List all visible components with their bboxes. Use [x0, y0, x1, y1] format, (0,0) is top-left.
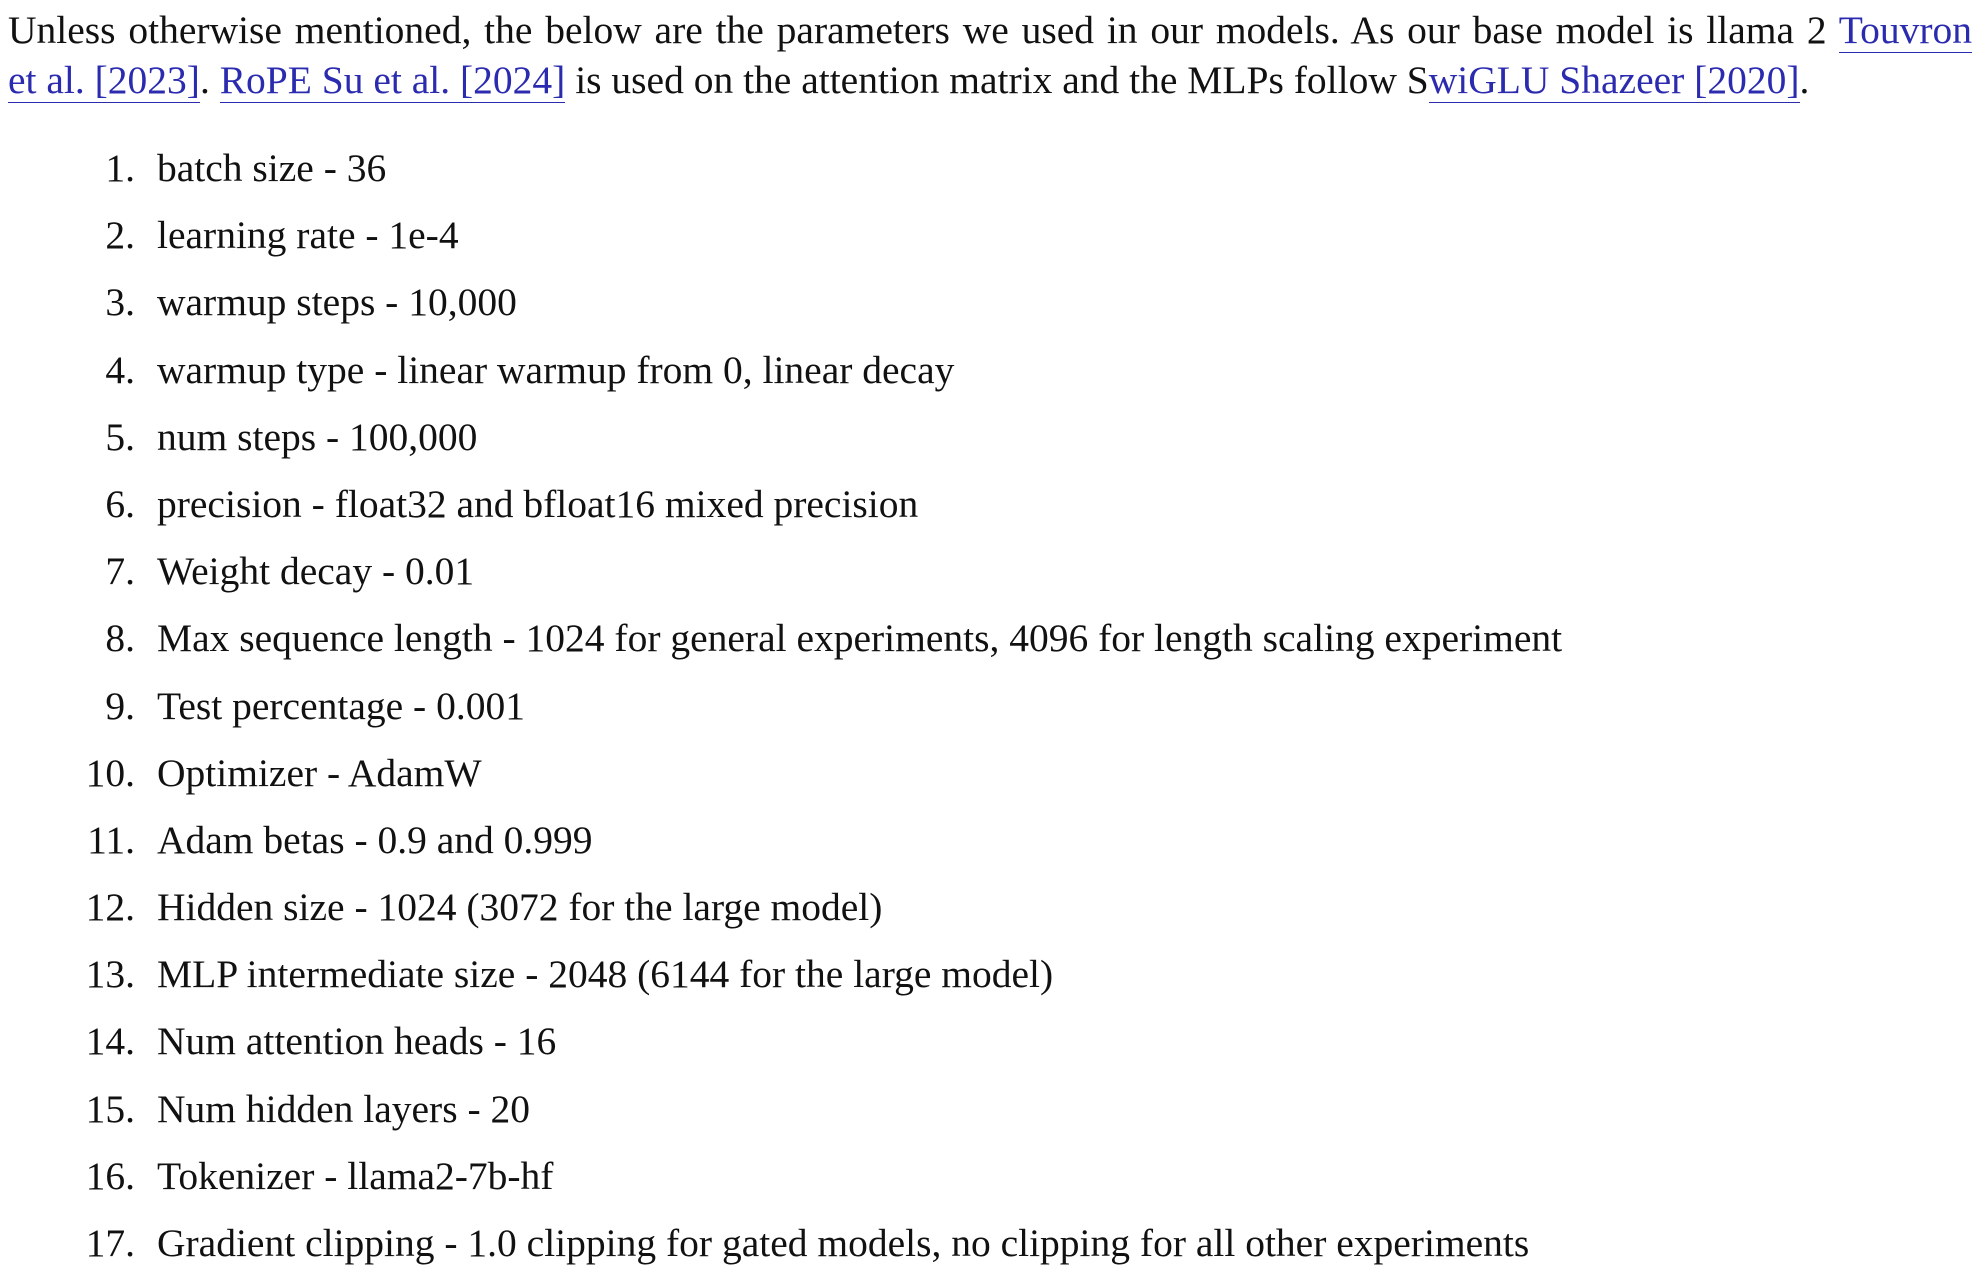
list-item-number: 13.	[85, 952, 135, 997]
list-item-number: 9.	[105, 683, 135, 728]
citation-touvron-2023[interactable]: Touvron	[1838, 8, 1972, 52]
list-item-number: 8.	[105, 616, 135, 661]
list-item-number: 4.	[105, 347, 135, 392]
list-item-number: 10.	[85, 750, 135, 795]
list-item-text: precision - float32 and bfloat16 mixed precision	[157, 481, 919, 526]
intro-line-2	[8, 55, 1968, 105]
list-item-number: 7.	[105, 549, 135, 594]
list-item-number: 5.	[105, 414, 135, 459]
list-item-text: Optimizer - AdamW	[157, 750, 482, 795]
list-item-number: 12.	[85, 885, 135, 930]
list-item-text: Gradient clipping - 1.0 clipping for gated models, no clipping for all other experiments	[157, 1221, 1530, 1265]
list-item-text: Max sequence length - 1024 for general experiments, 4096 for length scaling experiment	[157, 616, 1563, 661]
list-item-number: 2.	[105, 213, 135, 258]
citation-touvron-2023-cont[interactable]: et al. [2023]	[8, 58, 200, 102]
list-item-text: Hidden size - 1024 (3072 for the large model)	[157, 885, 883, 930]
list-item-text: Adam betas - 0.9 and 0.999	[157, 817, 593, 862]
intro-line-1	[8, 5, 1972, 55]
list-item-number: 11.	[87, 817, 135, 862]
list-item-text: num steps - 100,000	[157, 414, 478, 459]
list-item-text: Test percentage - 0.001	[157, 683, 525, 728]
list-item-number: 1.	[105, 146, 135, 190]
intro-text-1: Unless otherwise mentioned, the below are the parameters we used in our models. As our base model is llama 2	[8, 8, 1839, 52]
list-item-text: Weight decay - 0.01	[157, 549, 475, 594]
list-item-text: Num attention heads - 16	[157, 1019, 557, 1064]
list-item-text: learning rate - 1e-4	[157, 213, 459, 258]
list-item-number: 6.	[105, 481, 135, 526]
list-item-text: Tokenizer - llama2-7b-hf	[157, 1153, 554, 1198]
list-item-number: 3.	[105, 280, 135, 325]
intro-text-4: .	[1799, 58, 1810, 102]
list-item-number: 15.	[85, 1086, 135, 1131]
list-item-text: MLP intermediate size - 2048 (6144 for the large model)	[157, 952, 1054, 997]
list-item-number: 14.	[85, 1019, 135, 1064]
list-item-text: warmup type - linear warmup from 0, linear decay	[157, 347, 955, 392]
list-item-text: batch size - 36	[157, 146, 387, 190]
citation-shazeer-2020[interactable]: wiGLU Shazeer [2020]	[1428, 58, 1800, 102]
list-item-number: 16.	[85, 1153, 135, 1198]
intro-text-2: .	[199, 58, 220, 102]
citation-su-2024[interactable]: RoPE Su et al. [2024]	[219, 58, 566, 102]
list-item-text: warmup steps - 10,000	[157, 280, 517, 325]
intro-paragraph	[8, 5, 1972, 105]
intro-text-swiglu-s: S	[1406, 58, 1429, 102]
intro-text-3: is used on the attention matrix and the MLPs follow	[565, 58, 1407, 102]
list-item-number: 17.	[85, 1221, 135, 1265]
list-item-text: Num hidden layers - 20	[157, 1086, 530, 1131]
